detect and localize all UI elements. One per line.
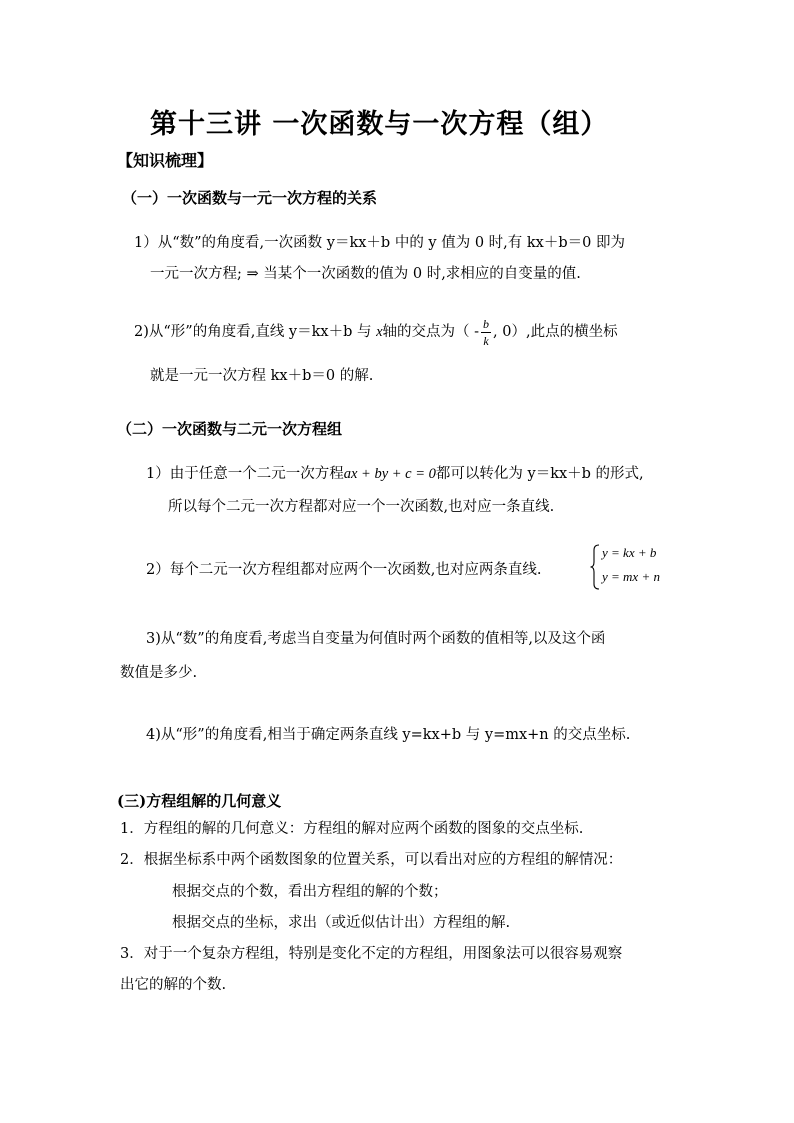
part2-item1-text-b: 都可以转化为 y＝kx＋b 的形式, <box>435 466 644 482</box>
part1-item2-line1 <box>134 312 618 352</box>
part2-item2-text: 2）每个二元一次方程组都对应两个一次函数,也对应两条直线. <box>146 562 542 578</box>
section-header: 【知识梳理】 <box>117 151 214 170</box>
part1-item1-line1: 1）从“数”的角度看,一次函数 y＝kx＋b 中的 y 值为 0 时,有 kx＋b＝0 即为 <box>134 235 625 251</box>
left-brace-icon <box>590 544 600 590</box>
part2-item1-math: ax + by + c = 0 <box>343 466 436 482</box>
part1-item1-line2: 一元一次方程; ⇒ 当某个一次函数的值为 0 时,求相应的自变量的值. <box>150 266 581 282</box>
part2-item3-line1: 3)从“数”的角度看,考虑当自变量为何值时两个函数的值相等,以及这个函 <box>146 631 606 647</box>
part1-heading: （一）一次函数与一元一次方程的关系 <box>122 189 378 207</box>
part1-item2-text-a: 2)从“形”的角度看,直线 y＝kx＋b 与 <box>134 324 372 340</box>
part3-item2: 2．根据坐标系中两个函数图象的位置关系，可以看出对应的方程组的解情况： <box>120 852 623 868</box>
part3-item3-line1: 3．对于一个复杂方程组，特别是变化不定的方程组，用图象法可以很容易观察 <box>120 946 623 962</box>
part1-item2-line2: 就是一元一次方程 kx＋b＝0 的解. <box>150 368 374 384</box>
part2-item3-line2: 数值是多少. <box>120 665 198 681</box>
part2-item1-line1 <box>146 462 644 483</box>
fraction-numerator: b <box>483 316 490 331</box>
part1-item2-x: x <box>376 324 383 340</box>
part3-item2-sub1: 根据交点的个数，看出方程组的解的个数； <box>172 884 448 900</box>
part2-item4-text: 4)从“形”的角度看,相当于确定两条直线 y=kx+b 与 y=mx+n 的交点坐标. <box>146 727 631 743</box>
system-equation-2: y = mx + n <box>602 569 660 584</box>
system-equation-1: y = kx + b <box>602 545 657 560</box>
page-title: 第十三讲 一次函数与一次方程（组） <box>150 109 609 140</box>
part2-item1-text-a: 1）由于任意一个二元一次方程 <box>146 466 344 482</box>
part3-item2-sub2: 根据交点的坐标，求出（或近似估计出）方程组的解. <box>172 915 511 931</box>
part3-item3-line2: 出它的解的个数. <box>120 977 227 993</box>
equation-system <box>590 544 680 590</box>
part3-heading: (三)方程组解的几何意义 <box>117 792 282 810</box>
fraction-denominator: k <box>483 333 489 348</box>
part2-heading: （二）一次函数与二元一次方程组 <box>117 420 343 438</box>
part3-item1: 1．方程组的解的几何意义：方程组的解对应两个函数的图象的交点坐标. <box>120 821 584 837</box>
part2-item1-line2: 所以每个二元一次方程都对应一个一次函数,也对应一条直线. <box>168 499 555 515</box>
part1-item2-text-c: , 0）,此点的横坐标 <box>493 324 618 340</box>
fraction-b-over-k <box>481 316 491 349</box>
part1-item2-text-b: 轴的交点为（ - <box>382 324 480 340</box>
